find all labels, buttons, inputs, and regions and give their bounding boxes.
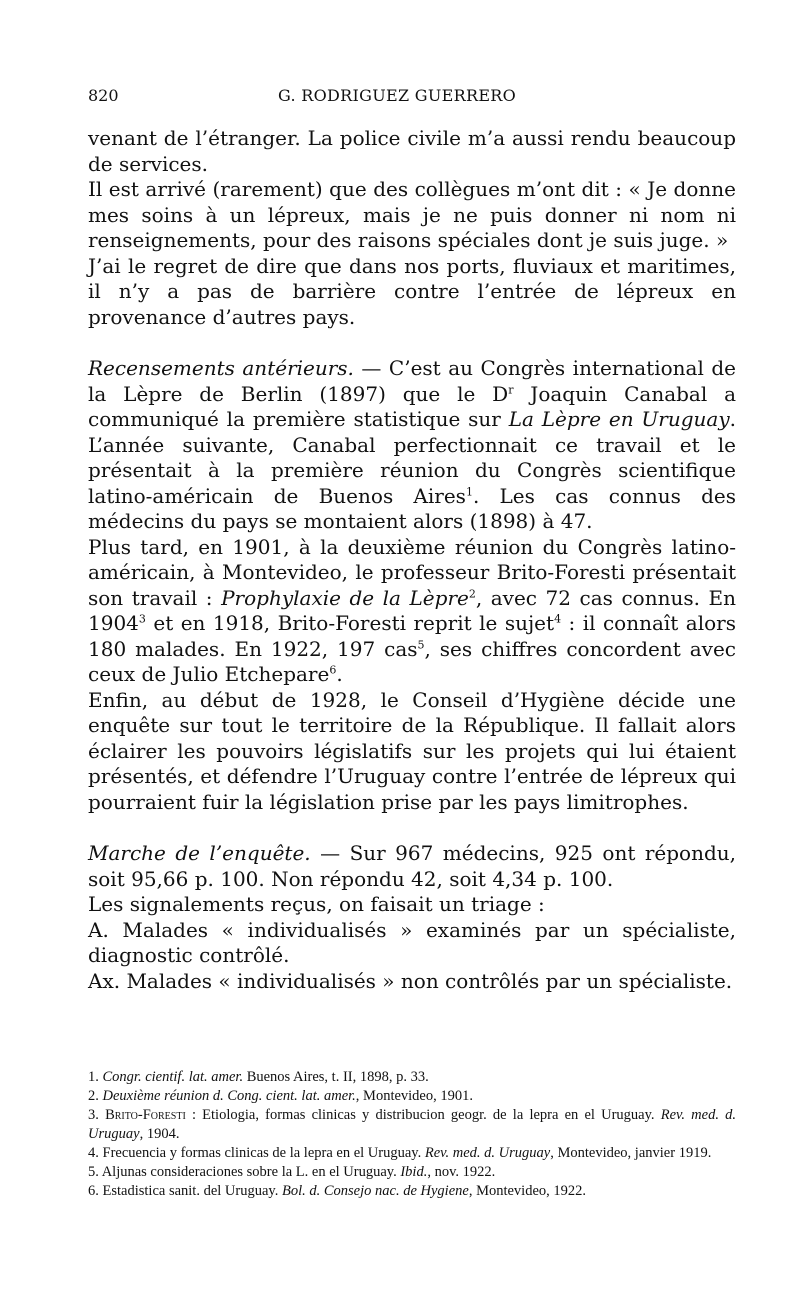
footnote-ref: 5 bbox=[417, 637, 425, 651]
footnote bbox=[88, 1087, 736, 1106]
footnote-ref: 3 bbox=[138, 612, 146, 626]
footnote bbox=[88, 1182, 736, 1201]
section-recensements bbox=[88, 356, 736, 535]
paragraph: venant de l’étranger. La police civile m’a aussi rendu beaucoup de services. bbox=[88, 126, 736, 176]
paragraph: Il est arrivé (rarement) que des collègues m’ont dit : « Je donne mes soins à un lépreux, mais je ne puis donner ni nom ni renseignements, pour des raisons spéciales dont je suis juge. » bbox=[88, 177, 736, 252]
list-item: Ax. Malades « individualisés » non contrôlés par un spécialiste. bbox=[88, 968, 733, 993]
footnote-ref: 1 bbox=[465, 484, 473, 498]
footnote-ref: 6 bbox=[329, 663, 337, 677]
text-run: — Sur 967 médecins, 925 ont répondu, soit 95,66 p. 100. Non répondu 42, soit 4,34 p. 100. bbox=[88, 841, 736, 891]
footnote-title: Ibid. bbox=[400, 1164, 428, 1180]
footnote-text: , Montevideo, janvier 1919. bbox=[550, 1145, 712, 1161]
section-gap bbox=[88, 815, 736, 841]
footnote-title: Rev. med. d. Uruguay bbox=[88, 1107, 737, 1142]
text-run: . bbox=[336, 662, 343, 686]
text-run: et en 1918, Brito-Foresti reprit le sujet bbox=[145, 611, 555, 635]
footnote-number: 1. bbox=[88, 1069, 99, 1085]
body-text bbox=[88, 126, 736, 994]
paragraph: J’ai le regret de dire que dans nos ports, fluviaux et maritimes, il n’y a pas de barrière contre l’entrée de lépreux en provenance d’autres pays. bbox=[88, 253, 736, 329]
footnote bbox=[88, 1163, 736, 1182]
text-run: . L’année suivante, Canabal perfectionnait ce travail et le présentait à la première réunion du Congrès scientifique latino-américain de Buenos Aires bbox=[88, 407, 736, 508]
section-gap bbox=[88, 330, 736, 356]
section-title: Marche de l’enquête. bbox=[88, 841, 311, 865]
page bbox=[88, 86, 736, 994]
footnote bbox=[88, 1106, 736, 1144]
footnote bbox=[88, 1144, 736, 1163]
footnote-number: 2. bbox=[88, 1088, 99, 1104]
section-marche bbox=[88, 841, 736, 892]
footnote-text: , 1904. bbox=[139, 1126, 180, 1142]
work-title: Prophylaxie de la Lèpre bbox=[221, 585, 469, 610]
footnote-title: Bol. d. Consejo nac. de Hygiene bbox=[281, 1183, 469, 1199]
page-header bbox=[88, 86, 736, 126]
section-title: Recensements antérieurs. bbox=[88, 356, 354, 380]
paragraph: Enfin, au début de 1928, le Conseil d’Hygiène décide une enquête sur tout le territoire de la République. Il fallait alors éclairer les pouvoirs législatifs sur les projets qui lui étaient présentés, et défendre l’Uruguay contre l’entrée de lépreux qui pourraient fuir la législation prise par les pays limitrophes. bbox=[88, 687, 736, 814]
text-run: . Les cas connus des médecins du pays se montaient alors (1898) à 47. bbox=[88, 483, 737, 533]
text-run: — C’est au Congrès international de la Lèpre de Berlin (1897) que le D bbox=[88, 356, 736, 406]
footnote-title: Rev. med. d. Uruguay bbox=[424, 1145, 551, 1161]
paragraph bbox=[88, 535, 736, 688]
footnote-number: 4. bbox=[88, 1145, 99, 1161]
footnote-ref: 2 bbox=[468, 586, 476, 600]
footnote-title: Congr. cientif. lat. amer. bbox=[102, 1069, 244, 1085]
footnote-number: 3. bbox=[88, 1107, 99, 1123]
text-run: , ses chiffres concordent avec ceux de Julio Etchepare bbox=[88, 636, 736, 686]
footnote-text: , Montevideo, 1901. bbox=[355, 1088, 473, 1104]
footnote-text: Aljunas consideraciones sobre la L. en el Uruguay. bbox=[101, 1164, 401, 1180]
list-item: A. Malades « individualisés » examinés par un spécialiste, diagnostic contrôlé. bbox=[88, 917, 736, 967]
paragraph: Les signalements reçus, on faisait un triage : bbox=[88, 892, 545, 916]
footnote-author: Brito-Foresti bbox=[105, 1107, 186, 1123]
superscript: r bbox=[508, 382, 514, 396]
footnote-text: : Etiologia, formas clinicas y distribucion geogr. de la lepra en el Uruguay. bbox=[185, 1107, 661, 1123]
text-run: Joaquin Canabal a communiqué la première statistique sur bbox=[88, 381, 737, 431]
footnote-text: Frecuencia y formas clinicas de la lepra en el Uruguay. bbox=[102, 1145, 425, 1161]
footnote-number: 5. bbox=[88, 1164, 99, 1180]
text-run: , avec 72 cas connus. En 1904 bbox=[88, 585, 736, 635]
footnote-title: Deuxième réunion d. Cong. cient. lat. amer. bbox=[102, 1088, 356, 1104]
footnotes bbox=[88, 1068, 736, 1201]
page-number: 820 bbox=[88, 86, 119, 105]
text-run: : il connaît alors 180 malades. En 1922, 197 cas bbox=[88, 611, 736, 661]
footnote-text: , nov. 1922. bbox=[427, 1164, 496, 1180]
footnote-ref: 4 bbox=[554, 612, 562, 626]
footnote bbox=[88, 1068, 736, 1087]
work-title: La Lèpre en Uruguay bbox=[508, 407, 730, 431]
running-title: G. RODRIGUEZ GUERRERO bbox=[278, 86, 517, 105]
footnote-text: Buenos Aires, t. II, 1898, p. 33. bbox=[243, 1069, 429, 1085]
footnote-text: Estadistica sanit. del Uruguay. bbox=[102, 1183, 282, 1199]
text-run: Plus tard, en 1901, à la deuxième réunion du Congrès latino-américain, à Montevideo, le professeur Brito-Foresti présentait son travail : bbox=[88, 534, 736, 610]
footnote-text: , Montevideo, 1922. bbox=[468, 1183, 587, 1199]
footnote-number: 6. bbox=[88, 1183, 99, 1199]
